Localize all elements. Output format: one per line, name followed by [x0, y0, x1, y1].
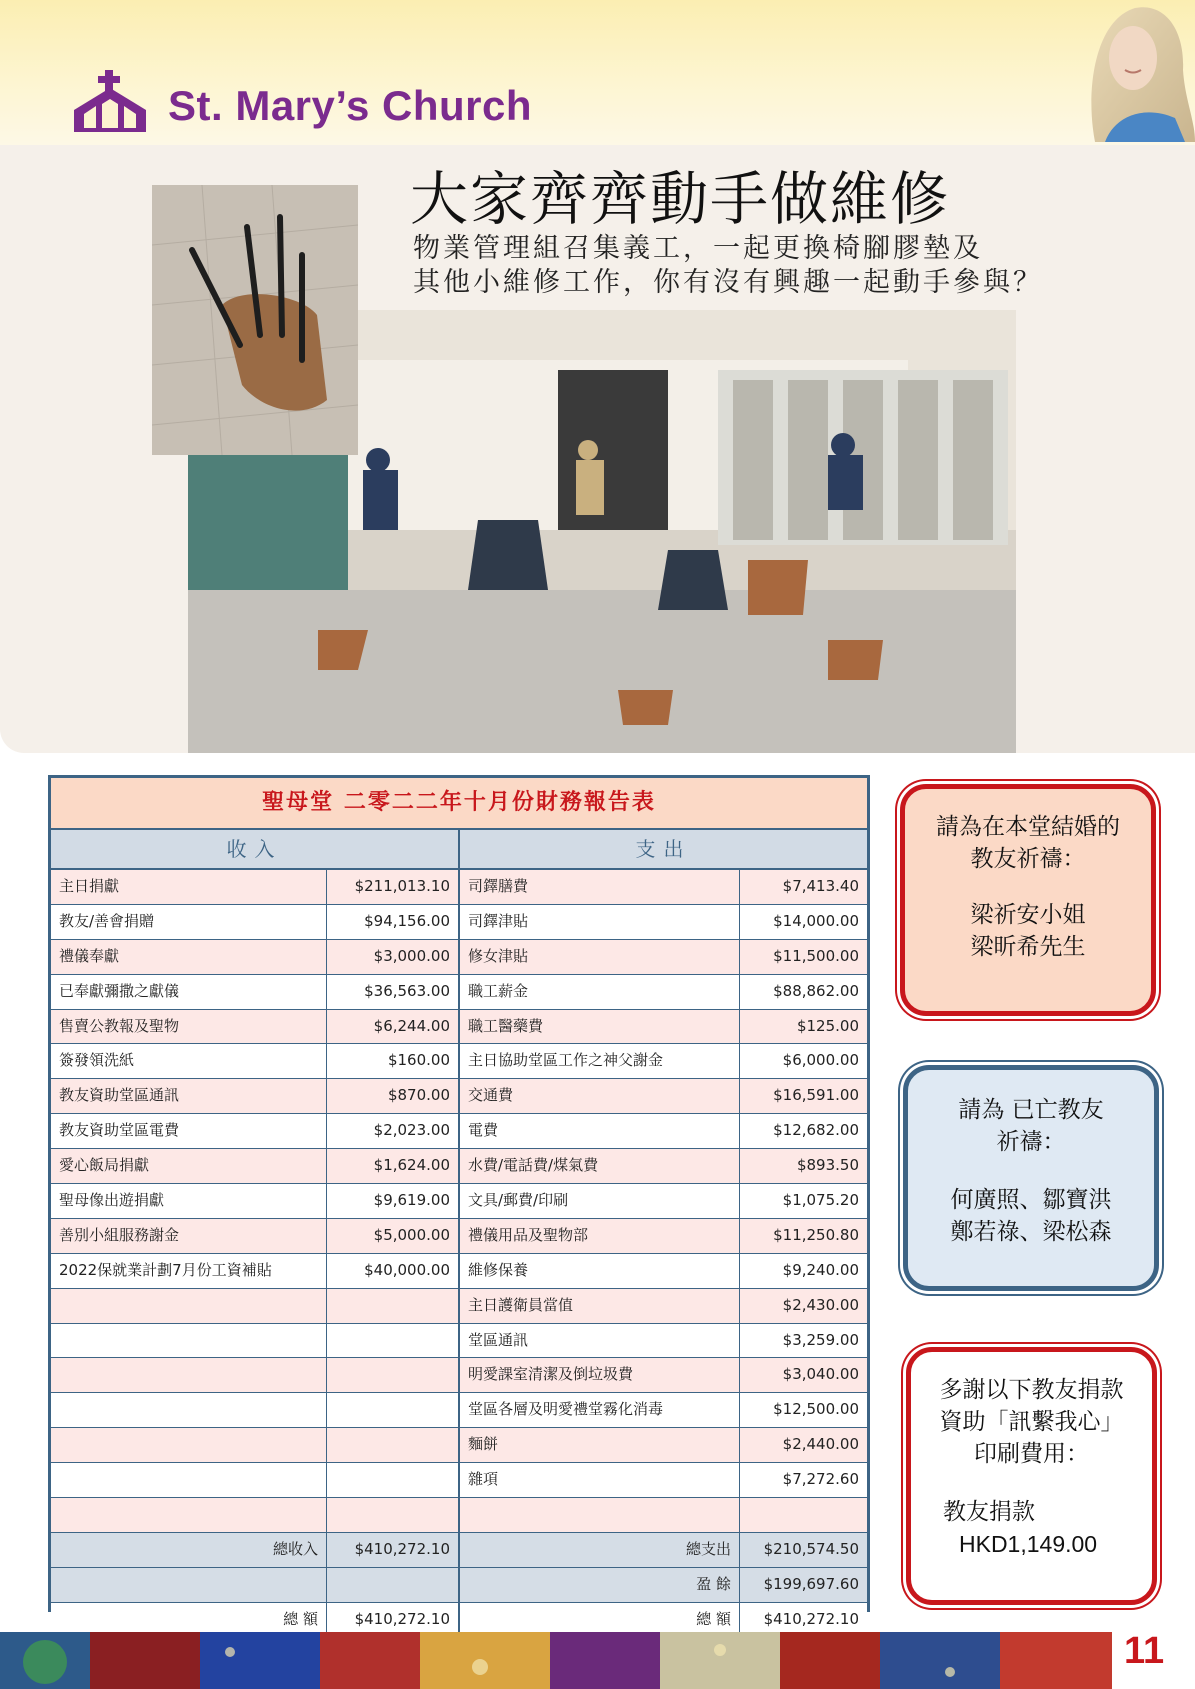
income-item-amount: $160.00 — [327, 1044, 460, 1078]
total-expense-label: 總支出 — [460, 1533, 740, 1567]
stained-glass-banner — [0, 1632, 1112, 1689]
deceased-names-2: 鄭若祿、梁松森 — [950, 1219, 1112, 1245]
income-item-amount: $2,023.00 — [327, 1114, 460, 1148]
expense-item-amount: $6,000.00 — [782, 1051, 859, 1070]
finance-row — [51, 975, 867, 1010]
expense-column-header: 支出 — [635, 837, 692, 861]
wedding-prayer-box — [900, 784, 1156, 1016]
income-item-amount — [327, 1324, 460, 1358]
income-item-label — [51, 1393, 327, 1427]
income-item-amount: $36,563.00 — [327, 975, 460, 1009]
income-item-amount: $211,013.10 — [327, 870, 460, 904]
income-item-label: 售賣公教報及聖物 — [51, 1010, 327, 1044]
finance-row — [51, 1428, 867, 1463]
expense-item-label: 主日協助堂區工作之神父謝金 — [460, 1044, 740, 1078]
expense-item-amount: $2,430.00 — [782, 1295, 859, 1314]
expense-item-label: 職工薪金 — [460, 975, 740, 1009]
finance-row — [51, 1254, 867, 1289]
income-item-amount: $6,244.00 — [327, 1010, 460, 1044]
expense-item-amount: $88,862.00 — [773, 981, 859, 1000]
donation-line1: 多謝以下教友捐款 — [939, 1377, 1124, 1403]
income-item-label: 2022保就業計劃7月份工資補貼 — [51, 1254, 327, 1288]
total-expense-value: $210,574.50 — [763, 1539, 859, 1558]
finance-row — [51, 905, 867, 940]
expense-item-label: 維修保養 — [460, 1254, 740, 1288]
finance-row — [51, 1498, 867, 1533]
expense-item-amount: $7,413.40 — [782, 877, 859, 895]
donation-donor: 教友捐款 — [943, 1499, 1035, 1525]
finance-table-header — [51, 830, 867, 870]
finance-row — [51, 1184, 867, 1219]
finance-row — [51, 1393, 867, 1428]
finance-row — [51, 1010, 867, 1045]
surplus-value: $199,697.60 — [763, 1574, 859, 1593]
wedding-prayer-line2: 教友祈禱： — [970, 846, 1086, 872]
donation-line2: 資助「訊繫我心」 — [939, 1409, 1124, 1435]
wedding-prayer-line1: 請為在本堂結婚的 — [936, 814, 1120, 840]
article-subtitle — [413, 232, 1043, 300]
grand-total-label-right: 總 額 — [460, 1603, 740, 1637]
expense-item-label: 堂區各層及明愛禮堂霧化消毒 — [460, 1393, 740, 1427]
grand-total-value-left: $410,272.10 — [327, 1603, 460, 1637]
income-item-amount — [327, 1393, 460, 1427]
deceased-prayer-line1: 請為 已亡教友 — [958, 1097, 1104, 1123]
income-item-amount — [327, 1498, 460, 1532]
expense-item-label: 司鐸膳費 — [460, 870, 740, 904]
expense-item-amount — [740, 1498, 867, 1532]
article-headline: 大家齊齊動手做維修 — [410, 165, 951, 233]
finance-row — [51, 1358, 867, 1393]
expense-item-label: 文具/郵費/印刷 — [460, 1184, 740, 1218]
income-item-label — [51, 1498, 327, 1532]
income-item-label: 教友資助堂區通訊 — [51, 1079, 327, 1113]
finance-row — [51, 1114, 867, 1149]
income-item-amount — [327, 1358, 460, 1392]
wedding-name-2: 梁昕希先生 — [970, 934, 1086, 960]
total-income-label: 總收入 — [51, 1533, 327, 1567]
income-item-amount: $94,156.00 — [327, 905, 460, 939]
income-item-amount: $5,000.00 — [327, 1219, 460, 1253]
expense-item-amount: $893.50 — [796, 1156, 859, 1175]
grand-total-label-left: 總 額 — [51, 1603, 327, 1637]
surplus-row — [51, 1568, 867, 1603]
finance-row — [51, 1079, 867, 1114]
surplus-empty-cell — [327, 1568, 460, 1602]
expense-item-label: 堂區通訊 — [460, 1324, 740, 1358]
total-income-value: $410,272.10 — [327, 1533, 460, 1567]
surplus-label: 盈 餘 — [460, 1568, 740, 1602]
expense-item-label: 禮儀用品及聖物部 — [460, 1219, 740, 1253]
expense-item-label: 司鐸津貼 — [460, 905, 740, 939]
finance-rows — [51, 870, 867, 1533]
expense-item-label: 雜項 — [460, 1463, 740, 1497]
income-item-amount: $9,619.00 — [327, 1184, 460, 1218]
expense-item-label: 電費 — [460, 1114, 740, 1148]
chair-closeup-photo — [152, 185, 358, 455]
income-item-label: 簽發領洗紙 — [51, 1044, 327, 1078]
income-item-label: 善別小組服務謝金 — [51, 1219, 327, 1253]
expense-item-label: 交通費 — [460, 1079, 740, 1113]
virgin-mary-statue-image — [1055, 0, 1195, 142]
finance-row — [51, 1149, 867, 1184]
article-subtitle-line2: 其他小維修工作，你有沒有興趣一起動手參與？ — [413, 267, 1043, 298]
income-item-label — [51, 1358, 327, 1392]
deceased-names-1: 何廣照、鄒寶洪 — [950, 1187, 1112, 1213]
income-item-label: 教友/善會捐贈 — [51, 905, 327, 939]
expense-item-amount: $2,440.00 — [782, 1435, 859, 1454]
finance-row — [51, 1324, 867, 1359]
finance-table-title: 聖母堂 二零二二年十月份財務報告表 — [51, 778, 867, 830]
expense-item-amount: $12,500.00 — [773, 1400, 859, 1419]
income-item-label — [51, 1289, 327, 1323]
grand-total-value-right: $410,272.10 — [763, 1609, 859, 1628]
expense-item-amount: $12,682.00 — [773, 1121, 859, 1140]
income-item-label: 聖母像出遊捐獻 — [51, 1184, 327, 1218]
income-item-label — [51, 1463, 327, 1497]
expense-item-label: 明愛課室清潔及倒垃圾費 — [460, 1358, 740, 1392]
donation-line3: 印刷費用： — [974, 1441, 1089, 1467]
expense-item-amount: $3,040.00 — [782, 1365, 859, 1384]
income-item-label: 已奉獻彌撒之獻儀 — [51, 975, 327, 1009]
income-item-label — [51, 1324, 327, 1358]
finance-row — [51, 870, 867, 905]
finance-report-table — [48, 775, 870, 1628]
expense-item-amount: $14,000.00 — [773, 911, 859, 930]
expense-item-amount: $11,500.00 — [773, 946, 859, 965]
income-item-label: 教友資助堂區電費 — [51, 1114, 327, 1148]
expense-item-label: 水費/電話費/煤氣費 — [460, 1149, 740, 1183]
income-item-amount — [327, 1289, 460, 1323]
expense-item-label: 主日護衛員當值 — [460, 1289, 740, 1323]
income-item-label — [51, 1428, 327, 1462]
deceased-prayer-line2: 祈禱： — [996, 1129, 1066, 1155]
income-item-label: 禮儀奉獻 — [51, 940, 327, 974]
income-item-amount: $1,624.00 — [327, 1149, 460, 1183]
total-row — [51, 1533, 867, 1568]
finance-row — [51, 1463, 867, 1498]
page-header — [0, 0, 1195, 145]
income-item-amount: $870.00 — [327, 1079, 460, 1113]
expense-item-amount: $125.00 — [796, 1016, 859, 1035]
church-logo-icon — [74, 70, 146, 132]
church-name: St. Mary’s Church — [168, 82, 533, 129]
income-item-label: 主日捐獻 — [51, 870, 327, 904]
expense-item-label — [460, 1498, 740, 1532]
income-item-label: 愛心飯局捐獻 — [51, 1149, 327, 1183]
expense-item-amount: $7,272.60 — [782, 1470, 859, 1489]
income-item-amount — [327, 1428, 460, 1462]
expense-item-label: 麵餅 — [460, 1428, 740, 1462]
expense-item-label: 修女津貼 — [460, 940, 740, 974]
donation-amount: HKD1,149.00 — [959, 1531, 1098, 1557]
income-column-header: 收入 — [51, 830, 460, 868]
finance-row — [51, 1044, 867, 1079]
donation-thanks-box — [906, 1347, 1157, 1605]
expense-item-label: 職工醫藥費 — [460, 1010, 740, 1044]
expense-item-amount: $11,250.80 — [773, 1225, 859, 1244]
finance-row — [51, 1219, 867, 1254]
expense-item-amount: $9,240.00 — [782, 1260, 859, 1279]
income-item-amount — [327, 1463, 460, 1497]
article-subtitle-line1: 物業管理組召集義工，一起更換椅腳膠墊及 — [413, 233, 983, 264]
expense-item-amount: $1,075.20 — [782, 1191, 859, 1210]
expense-item-amount: $3,259.00 — [782, 1330, 859, 1349]
surplus-empty-cell — [51, 1568, 327, 1602]
income-item-amount: $3,000.00 — [327, 940, 460, 974]
page-number: 11 — [1124, 1630, 1165, 1672]
deceased-prayer-box — [903, 1065, 1159, 1291]
finance-row — [51, 940, 867, 975]
expense-item-amount: $16,591.00 — [773, 1086, 859, 1105]
income-item-amount: $40,000.00 — [327, 1254, 460, 1288]
wedding-name-1: 梁祈安小姐 — [970, 902, 1086, 928]
finance-row — [51, 1289, 867, 1324]
